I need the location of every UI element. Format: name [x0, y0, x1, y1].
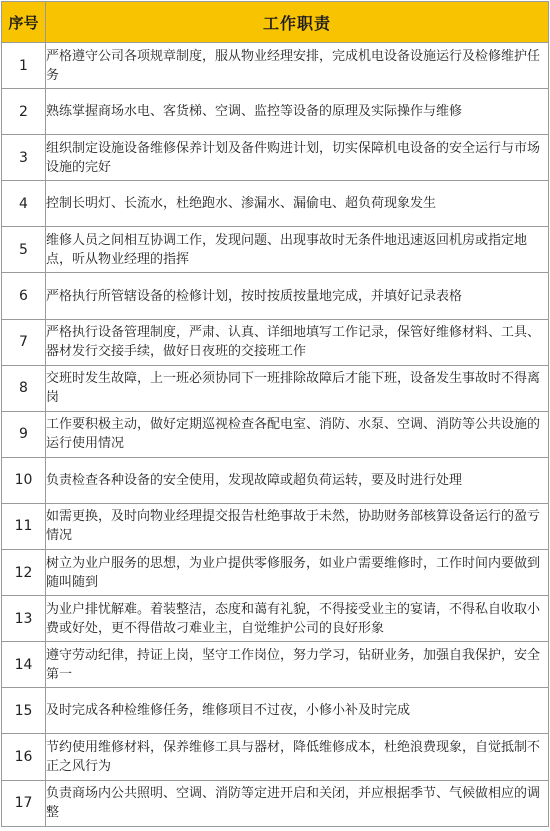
row-duty-text: 严格遵守公司各项规章制度，服从物业经理安排，完成机电设备设施运行及检修维护任务: [46, 43, 549, 89]
row-duty-text: 及时完成各种检维修任务，维修项目不过夜，小修小补及时完成: [46, 688, 549, 734]
row-duty-text: 为业户排忧解难。着装整洁，态度和蔼有礼貌，不得接受业主的宴请，不得私自收取小费或好处，更不得借故刁难业主，自觉维护公司的良好形象: [46, 596, 549, 642]
header-job-duties: 工作职责: [46, 2, 549, 43]
row-serial-number: 9: [2, 411, 46, 457]
table-row: [2, 43, 549, 89]
table-row: [2, 227, 549, 273]
row-duty-text: 负责检查各种设备的安全使用，发现故障或超负荷运转，要及时进行处理: [46, 457, 549, 503]
header-serial-number: 序号: [2, 2, 46, 43]
table-row: [2, 642, 549, 688]
duty-table: [1, 1, 549, 827]
row-serial-number: 13: [2, 596, 46, 642]
table-row: [2, 734, 549, 780]
table-row: [2, 503, 549, 549]
row-serial-number: 1: [2, 43, 46, 89]
row-duty-text: 组织制定设施设备维修保养计划及备件购进计划，切实保障机电设备的安全运行与市场设施的完好: [46, 135, 549, 181]
table-body: [2, 43, 549, 827]
table-row: [2, 688, 549, 734]
row-serial-number: 16: [2, 734, 46, 780]
row-duty-text: 严格执行所管辖设备的检修计划，按时按质按量地完成，并填好记录表格: [46, 273, 549, 319]
row-serial-number: 14: [2, 642, 46, 688]
row-serial-number: 17: [2, 780, 46, 826]
row-serial-number: 3: [2, 135, 46, 181]
row-serial-number: 12: [2, 550, 46, 596]
row-duty-text: 严格执行设备管理制度，严肃、认真、详细地填写工作记录，保管好维修材料、工具、器材发行交接手续，做好日夜班的交接班工作: [46, 319, 549, 365]
row-serial-number: 11: [2, 503, 46, 549]
table-row: [2, 411, 549, 457]
table-row: [2, 550, 549, 596]
row-duty-text: 熟练掌握商场水电、客货梯、空调、监控等设备的原理及实际操作与维修: [46, 89, 549, 135]
row-duty-text: 节约使用维修材料，保养维修工具与器材，降低维修成本，杜绝浪费现象，自觉抵制不正之风行为: [46, 734, 549, 780]
table-row: [2, 780, 549, 826]
table-header-row: [2, 2, 549, 43]
table-row: [2, 365, 549, 411]
table-row: [2, 596, 549, 642]
row-serial-number: 5: [2, 227, 46, 273]
row-serial-number: 10: [2, 457, 46, 503]
table-row: [2, 457, 549, 503]
row-duty-text: 维修人员之间相互协调工作，发现问题、出现事故时无条件地迅速返回机房或指定地点，听从物业经理的指挥: [46, 227, 549, 273]
row-serial-number: 8: [2, 365, 46, 411]
row-duty-text: 树立为业户服务的思想，为业户提供零修服务，如业户需要维修时，工作时间内要做到随叫随到: [46, 550, 549, 596]
row-serial-number: 4: [2, 181, 46, 227]
table-row: [2, 135, 549, 181]
row-duty-text: 控制长明灯、长流水，杜绝跑水、渗漏水、漏偷电、超负荷现象发生: [46, 181, 549, 227]
table-row: [2, 89, 549, 135]
table-row: [2, 273, 549, 319]
row-serial-number: 15: [2, 688, 46, 734]
row-serial-number: 6: [2, 273, 46, 319]
table-row: [2, 319, 549, 365]
row-serial-number: 7: [2, 319, 46, 365]
table-row: [2, 181, 549, 227]
row-serial-number: 2: [2, 89, 46, 135]
row-duty-text: 工作要积极主动，做好定期巡视检查各配电室、消防、水泵、空调、消防等公共设施的运行使用情况: [46, 411, 549, 457]
row-duty-text: 交班时发生故障，上一班必须协同下一班排除故障后才能下班，设备发生事故时不得离岗: [46, 365, 549, 411]
row-duty-text: 如需更换，及时向物业经理提交报告杜绝事故于未然，协助财务部核算设备运行的盈亏情况: [46, 503, 549, 549]
row-duty-text: 负责商场内公共照明、空调、消防等定进开启和关闭，并应根据季节、气候做相应的调整: [46, 780, 549, 826]
row-duty-text: 遵守劳动纪律，持证上岗，坚守工作岗位，努力学习，钻研业务，加强自我保护，安全第一: [46, 642, 549, 688]
